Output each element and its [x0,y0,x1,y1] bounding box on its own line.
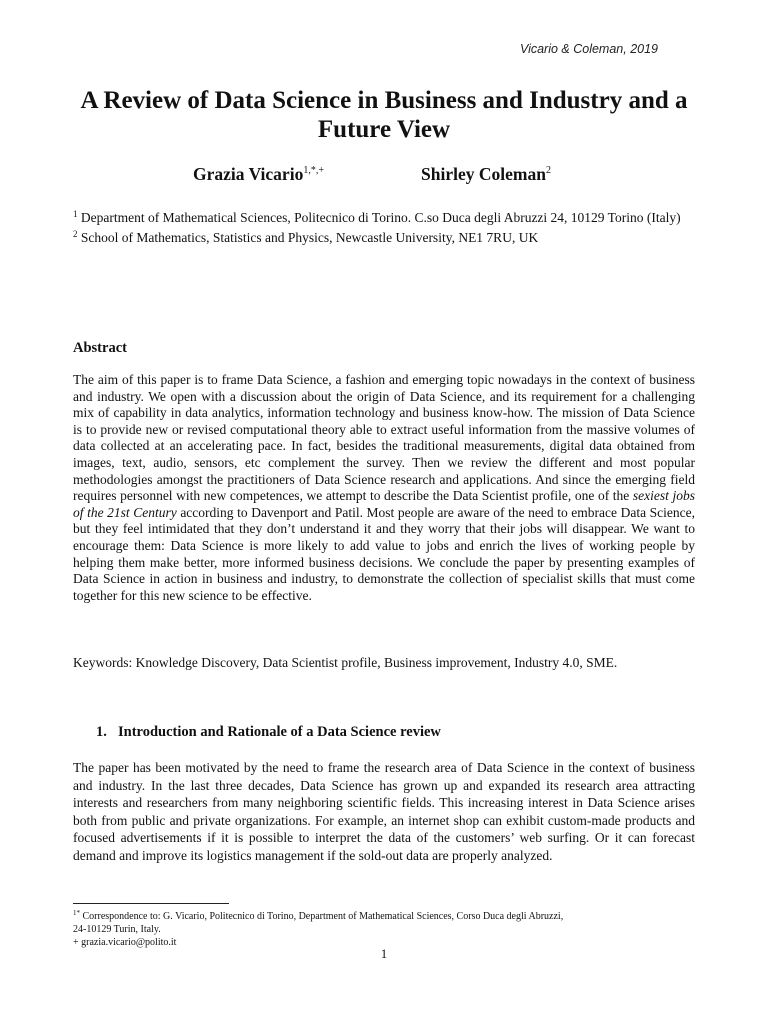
abstract-heading: Abstract [73,340,127,356]
affiliation-mark: 2 [73,229,78,239]
abstract-text [73,372,695,604]
author-vicario [193,164,324,185]
author-list [0,164,768,188]
footnote-divider [73,903,229,904]
abstract-text-part-2: according to Davenport and Patil. Most people are aware of the need to embrace Data Science, but they feel intimidated that they don’t understand it and they worry that their jobs will disappear. We want to encourage them: Data Science is more likely to add value to jobs and enrich the lives of working people by helping them make better, more informed business decisions. We conclude the paper by presenting examples of Data Science in action in business and industry, to demonstrate the collection of specialist skills that must come together for this new science to be effective. [73,504,695,603]
author-name: Shirley Coleman [421,164,546,184]
footnotes [73,907,695,949]
section-1-heading [96,724,441,741]
section-1-text: The paper has been motivated by the need to frame the research area of Data Science in the context of business and industry. In the last three decades, Data Science has grown up and expanded its research area attracting interests and researchers from many neighboring scientific fields. This increasing interest in Data Science arises both from public and private organizations. For example, an internet shop can exhibit custom-made products and focused advertisements if it is possible to interpret the data of the customers’ web surfing. Or it can forecast demand and improve its logistics management if the sold-out data are properly analyzed. [73,760,695,863]
footnote-address: 24-10129 Turin, Italy. [73,924,161,935]
running-head: Vicario & Coleman, 2019 [519,42,658,56]
footnote-mark: 1* [73,909,80,917]
affiliation-list [73,206,695,246]
author-coleman [421,164,551,185]
affiliation-text: Department of Mathematical Sciences, Politecnico di Torino. C.so Duca degli Abruzzi 24, 10129 Torino (Italy) [80,210,681,225]
affiliation-1 [73,206,695,226]
abstract-emphasis: sexiest jobs of the 21st Century [73,488,695,520]
page-number: 1 [380,947,388,961]
footnote-correspondence [73,907,695,923]
paper-title: A Review of Data Science in Business and Industry and a Future View [80,87,688,143]
author-mark: 2 [545,165,551,176]
keywords: Keywords: Knowledge Discovery, Data Scientist profile, Business improvement, Industry 4.0, SME. [73,655,618,670]
section-number: 1. [96,724,107,740]
footnote-email: + grazia.vicario@polito.it [73,937,177,948]
affiliation-2 [73,226,695,246]
abstract-text-part-1: The aim of this paper is to frame Data Science, a fashion and emerging topic nowadays in the context of business and industry. We open with a discussion about the origin of Data Science, and its requirement for a challenging mix of capability in data analytics, information technology and business know-how. The mission of Data Science is to provide new or revised computational theory able to extract useful information from the massive volumes of data collected at an accelerating pace. In fact, besides the traditional measurements, digital data obtained from images, text, audio, sensors, etc complement the survey. Then we review the different and most popular methodologies amongst the practitioners of Data Science research and applications. And since the emerging field requires personnel with new competences, we attempt to describe the Data Scientist profile, one of the [73,372,695,504]
footnote-text: Correspondence to: G. Vicario, Politecnico di Torino, Department of Mathematical Sciences, Corso Duca degli Abruzzi, [82,911,564,922]
section-title: Introduction and Rationale of a Data Science review [118,724,441,740]
affiliation-text: School of Mathematics, Statistics and Physics, Newcastle University, NE1 7RU, UK [80,230,539,245]
affiliation-mark: 1 [73,209,78,219]
author-mark: 1,*,+ [303,165,324,176]
author-name: Grazia Vicario [193,164,304,184]
